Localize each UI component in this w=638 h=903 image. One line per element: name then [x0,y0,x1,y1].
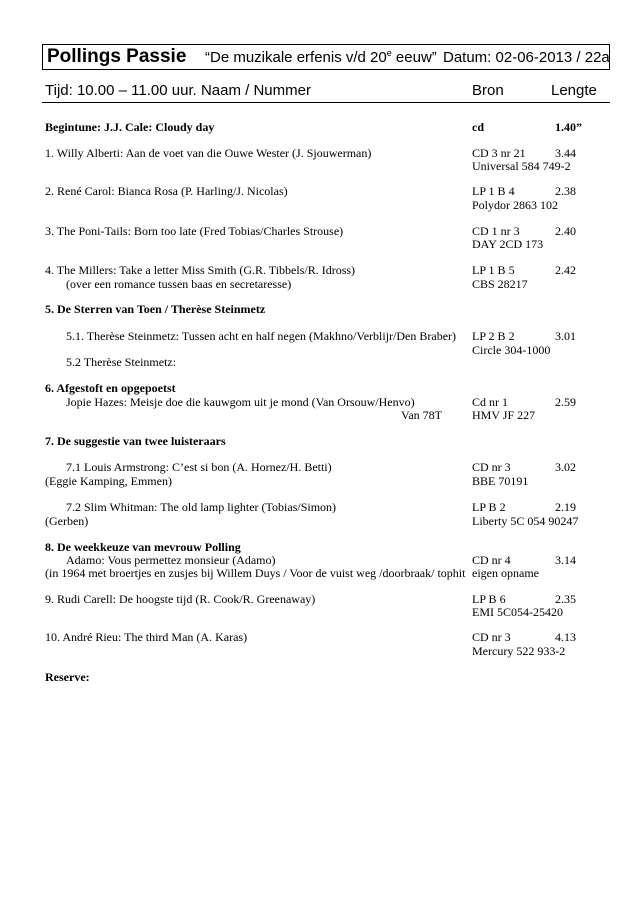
entry-7-1-source: CD nr 3 [472,460,511,474]
entry-5-2-text: 5.2 Therèse Steinmetz: [66,355,177,369]
entry-8-text: Adamo: Vous permettez monsieur (Adamo) [66,553,276,567]
entry-9-source: LP B 6 [472,592,506,606]
entry-2-label: Polydor 2863 102 [472,198,559,212]
entry-1-length: 3.44 [555,146,576,160]
entry-4-source: LP 1 B 5 [472,263,515,277]
entry-5-1-length: 3.01 [555,329,576,343]
header-length: Lengte [551,82,597,99]
begintune-source: cd [472,120,484,134]
section-8-heading: 8. De weekkeuze van mevrouw Polling [45,540,241,554]
entry-7-2-source: LP B 2 [472,500,506,514]
program-subtitle: “De muzikale erfenis v/d 20e eeuw” [205,48,437,66]
entry-4-label: CBS 28217 [472,277,528,291]
entry-7-2-text: 7.2 Slim Whitman: The old lamp lighter (Tobias/Simon) [66,500,337,514]
entry-7-1-label: BBE 70191 [472,474,529,488]
entry-8-source: CD nr 4 [472,553,511,567]
entry-6-note: Van 78T [401,408,442,422]
entry-10-label: Mercury 522 933-2 [472,644,566,658]
entry-10-length: 4.13 [555,630,576,644]
entry-6-source: Cd nr 1 [472,395,508,409]
header-time-name: Tijd: 10.00 – 11.00 uur. Naam / Nummer [45,82,311,99]
entry-6-text: Jopie Hazes: Meisje doe die kauwgom uit je mond (Van Orsouw/Henvo) [66,395,415,409]
entry-6-label: HMV JF 227 [472,408,536,422]
reserve-heading: Reserve: [45,670,90,684]
section-7-heading: 7. De suggestie van twee luisteraars [45,434,226,448]
entry-4-length: 2.42 [555,263,576,277]
entry-7-2-label: Liberty 5C 054 90247 [472,514,579,528]
entry-10-text: 10. André Rieu: The third Man (A. Karas) [45,630,248,644]
header-source: Bron [472,82,504,99]
entry-4-note: (over een romance tussen baas en secretaresse) [66,277,292,291]
entry-2-text: 2. René Carol: Bianca Rosa (P. Harling/J. Nicolas) [45,184,288,198]
entry-7-1-text: 7.1 Louis Armstrong: C’est si bon (A. Hornez/H. Betti) [66,460,332,474]
begintune-text: Begintune: J.J. Cale: Cloudy day [45,120,215,134]
entry-3-text: 3. The Poni-Tails: Born too late (Fred Tobias/Charles Strouse) [45,224,344,238]
entry-5-1-source: LP 2 B 2 [472,329,515,343]
entry-7-2-requester: (Gerben) [45,514,89,528]
entry-1-label: Universal 584 749-2 [472,159,571,173]
entry-3-label: DAY 2CD 173 [472,237,544,251]
entry-6-length: 2.59 [555,395,576,409]
entry-8-label: eigen opname [472,566,539,580]
begintune-length: 1.40” [555,120,582,134]
entry-3-source: CD 1 nr 3 [472,224,520,238]
section-5-heading: 5. De Sterren van Toen / Therèse Steinmetz [45,302,266,316]
entry-1-source: CD 3 nr 21 [472,146,526,160]
entry-3-length: 2.40 [555,224,576,238]
entry-10-source: CD nr 3 [472,630,511,644]
entry-2-length: 2.38 [555,184,576,198]
program-date: Datum: 02-06-2013 / 22a [443,49,610,66]
entry-9-length: 2.35 [555,592,576,606]
column-header [42,82,610,103]
entry-7-2-length: 2.19 [555,500,576,514]
entry-8-length: 3.14 [555,553,576,567]
entry-7-1-requester: (Eggie Kamping, Emmen) [45,474,172,488]
entry-5-1-text: 5.1. Therèse Steinmetz: Tussen acht en half negen (Makhno/Verblijr/Den Braber) [66,329,457,343]
entry-9-label: EMI 5C054-25420 [472,605,563,619]
entry-9-text: 9. Rudi Carell: De hoogste tijd (R. Cook/R. Greenaway) [45,592,316,606]
title-box [42,44,610,70]
section-6-heading: 6. Afgestoft en opgepoetst [45,381,176,395]
entry-2-source: LP 1 B 4 [472,184,515,198]
entry-5-1-label: Circle 304-1000 [472,343,551,357]
entry-4-text: 4. The Millers: Take a letter Miss Smith (G.R. Tibbels/R. Idross) [45,263,356,277]
entry-7-1-length: 3.02 [555,460,576,474]
entry-1-text: 1. Willy Alberti: Aan de voet van die Ouwe Wester (J. Sjouwerman) [45,146,372,160]
entry-8-note: (in 1964 met broertjes en zusjes bij Willem Duys / Voor de vuist weg /doorbraak/ tophit [45,566,466,580]
program-title: Pollings Passie [47,46,187,67]
